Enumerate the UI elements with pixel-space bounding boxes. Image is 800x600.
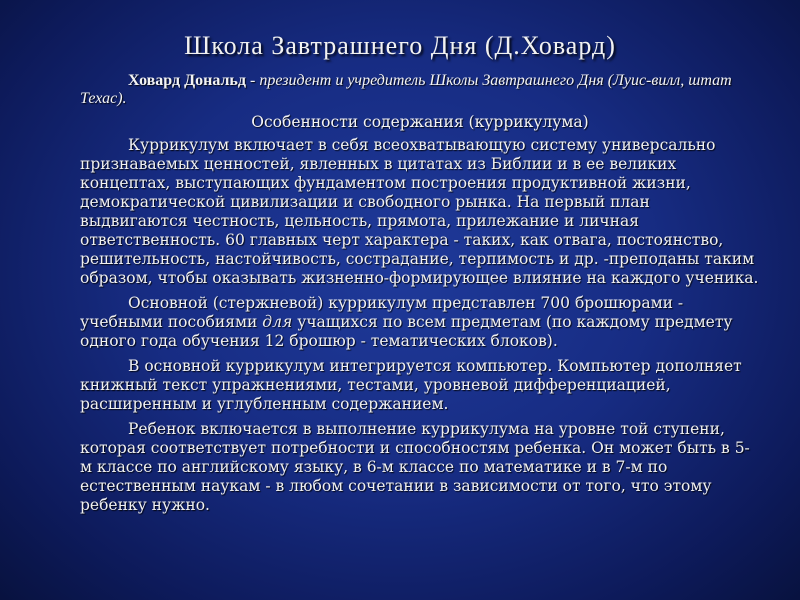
p2-text-start: Основной (стержневой) куррикулум представлен 700 брошюрами - учебными пособиями: [80, 294, 684, 331]
p2-text-end: учащихся по всем предметам (по каждому предмету одного года обучения 12 брошюр - тематических блоков).: [80, 313, 733, 350]
slide-content: [80, 72, 760, 515]
slide-title: Школа Завтрашнего Дня (Д.Ховард): [184, 31, 616, 60]
author-name: Ховард Дональд: [128, 72, 246, 89]
p2-italic-word: для: [262, 313, 293, 331]
section-heading: Особенности содержания (куррикулума): [251, 113, 589, 131]
paragraph-values: Куррикулум включает в себя всеохватывающую систему универсально признаваемых ценностей, явленных в цитатах из Библии и в ее великих концептах, выступающих фундаментом построения продуктивной жизни, демократической цивилизации и свободного рынка. На первый план выдвигаются честность, цельность, прямота, прилежание и личная ответственность. 60 главных черт характера - таких, как отвага, постоянство, решительность, настойчивость, сострадание, терпимость и др. -преподаны таким образом, чтобы оказывать жизненно-формирующее влияние на каждого ученика.: [80, 136, 759, 287]
paragraph-core-curriculum: [80, 294, 760, 351]
paragraph-levels: Ребенок включается в выполнение куррикулума на уровне той ступени, которая соответствует потребности и способностям ребенка. Он может быть в 5-м классе по английскому языку, в 6-м классе по математике и в 7-м по естественным наукам - в любом сочетании в зависимости от того, что этому ребенку нужно.: [80, 420, 750, 514]
intro-paragraph: [80, 72, 760, 108]
author-description: - президент и учредитель Школы Завтрашнего Дня (Луис-вилл, штат Техас).: [80, 72, 732, 107]
paragraph-computer: В основной куррикулум интегрируется компьютер. Компьютер дополняет книжный текст упражнениями, тестами, уровневой дифференциацией, расширенным и углубленным содержанием.: [80, 357, 742, 413]
